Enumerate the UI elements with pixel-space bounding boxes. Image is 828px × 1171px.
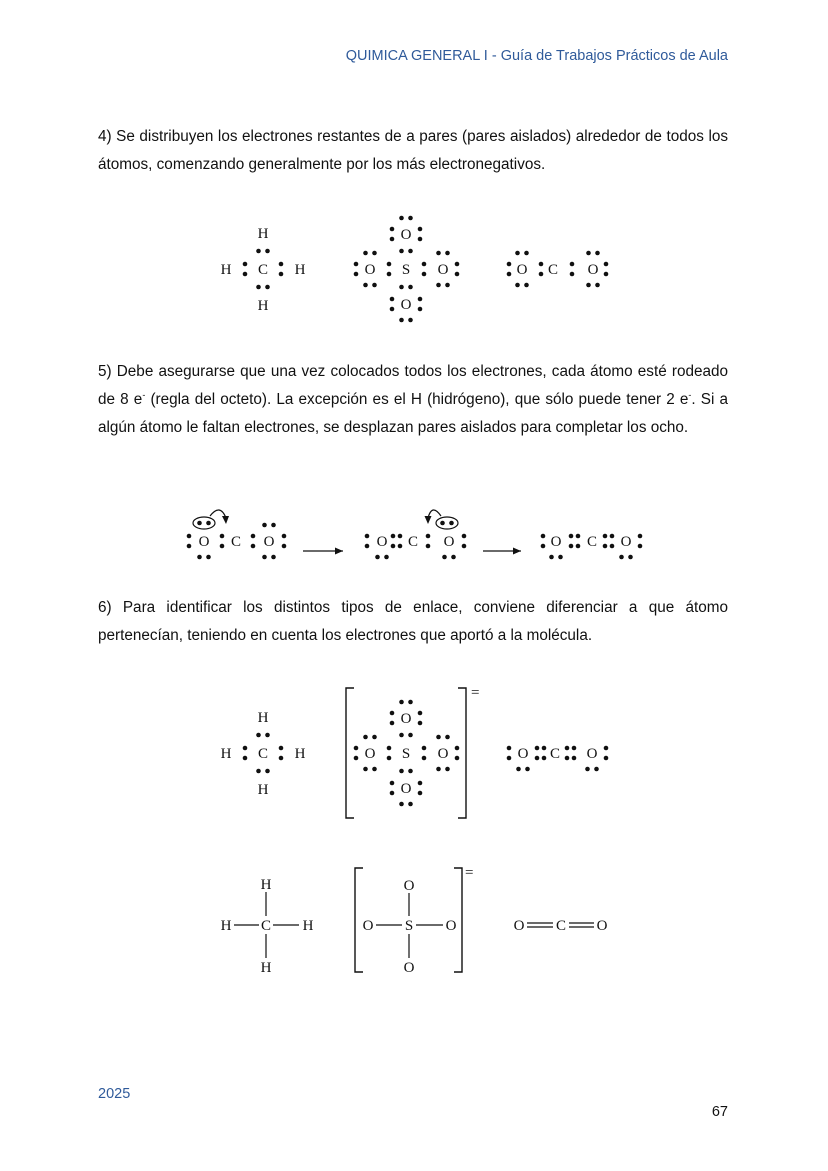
atom-label: O	[517, 746, 529, 762]
electron-dot	[638, 534, 643, 539]
atom-label: S	[401, 746, 411, 762]
atom-label: H	[257, 298, 269, 314]
electron-dot	[455, 746, 460, 751]
electron-dot	[418, 711, 423, 716]
atom-label: C	[407, 534, 419, 550]
electron-dot	[243, 756, 248, 761]
co2-stage-1	[187, 510, 287, 559]
electron-dot	[408, 318, 413, 323]
ion-charge: =	[471, 685, 480, 701]
electron-dot	[390, 237, 395, 242]
atom-label: H	[257, 226, 269, 242]
co2-stage-3	[541, 534, 643, 560]
electron-dot	[243, 262, 248, 267]
electron-dot	[422, 746, 427, 751]
bracket-left	[346, 688, 354, 818]
so4-lewis	[354, 216, 460, 323]
electron-dot	[442, 555, 447, 560]
electron-dot	[436, 283, 441, 288]
electron-dot	[535, 746, 540, 751]
electron-dot	[539, 262, 544, 267]
atom-label: O	[400, 711, 412, 727]
atom-label: O	[513, 918, 525, 934]
electron-dot	[354, 746, 359, 751]
electron-dot	[418, 781, 423, 786]
electron-dot	[354, 756, 359, 761]
electron-dot	[576, 544, 581, 549]
atom-label: H	[257, 782, 269, 798]
atom-label: O	[198, 534, 210, 550]
electron-dot	[391, 534, 396, 539]
electron-dot	[436, 251, 441, 256]
electron-dot	[541, 544, 546, 549]
electron-dot	[390, 307, 395, 312]
electron-dot	[390, 791, 395, 796]
electron-dot	[445, 735, 450, 740]
co2-structural	[514, 918, 608, 934]
electron-dot	[279, 746, 284, 751]
electron-dot	[251, 544, 256, 549]
electron-dot	[418, 297, 423, 302]
atom-label: O	[445, 918, 457, 934]
electron-dot	[220, 544, 225, 549]
electron-dot	[436, 735, 441, 740]
atom-label: H	[294, 262, 306, 278]
electron-dot	[418, 227, 423, 232]
electron-dot	[603, 534, 608, 539]
electron-dot	[436, 767, 441, 772]
electron-dot	[197, 555, 202, 560]
electron-dot	[604, 746, 609, 751]
paragraph-step-4: 4) Se distribuyen los electrones restantes de a pares (pares aislados) alrededor de todos los átomos, comenzando generalmente por los más electronegativos.	[98, 128, 728, 173]
electron-dot	[440, 521, 445, 526]
electron-dot	[569, 534, 574, 539]
electron-dot	[549, 555, 554, 560]
electron-dot	[265, 733, 270, 738]
so4-lewis	[346, 685, 479, 818]
atom-label: O	[586, 746, 598, 762]
electron-dot	[595, 283, 600, 288]
electron-dot	[565, 756, 570, 761]
electron-dot	[243, 746, 248, 751]
electron-dot	[418, 237, 423, 242]
electron-dot	[570, 262, 575, 267]
electron-dot	[572, 756, 577, 761]
electron-dot	[604, 272, 609, 277]
atom-label: H	[220, 262, 232, 278]
electron-dot	[507, 746, 512, 751]
electron-dot	[604, 262, 609, 267]
electron-dot	[354, 262, 359, 267]
electron-dot	[462, 544, 467, 549]
paragraph-step-6: 6) Para identificar los distintos tipos de enlace, conviene diferenciar a que átomo pertenecían, teniendo en cuenta los electrones que aportó a la molécula.	[98, 599, 728, 644]
electron-dot	[541, 534, 546, 539]
atom-label: O	[403, 960, 415, 976]
electron-dot	[256, 249, 261, 254]
atom-label: O	[400, 227, 412, 243]
electron-dot	[628, 555, 633, 560]
electron-dot	[279, 272, 284, 277]
electron-dot	[445, 283, 450, 288]
lone-pair-circle	[193, 517, 215, 529]
electron-dot	[365, 534, 370, 539]
atom-label: O	[403, 878, 415, 894]
electron-dot	[372, 251, 377, 256]
electron-dot	[610, 534, 615, 539]
atom-label: S	[404, 918, 414, 934]
electron-dot	[542, 746, 547, 751]
atom-label: C	[555, 918, 567, 934]
electron-dot	[399, 769, 404, 774]
electron-dot	[387, 262, 392, 267]
page-number: 67	[711, 1104, 728, 1120]
electron-dot	[516, 767, 521, 772]
ch4-structural	[221, 877, 314, 976]
electron-dot	[271, 555, 276, 560]
atom-label: O	[364, 746, 376, 762]
electron-dot	[507, 756, 512, 761]
electron-dot	[408, 769, 413, 774]
atom-label: C	[260, 918, 272, 934]
atom-label: O	[437, 262, 449, 278]
electron-dot	[525, 767, 530, 772]
atom-label: H	[257, 710, 269, 726]
electron-dot	[375, 555, 380, 560]
atom-label: S	[401, 262, 411, 278]
electron-dot	[610, 544, 615, 549]
electron-dot	[265, 769, 270, 774]
atom-label: C	[257, 746, 269, 762]
arrow-head	[425, 516, 432, 524]
electron-dot	[507, 262, 512, 267]
atom-label: O	[550, 534, 562, 550]
electron-dot	[363, 251, 368, 256]
electron-dot	[426, 544, 431, 549]
electron-dot	[422, 262, 427, 267]
atom-label: O	[587, 262, 599, 278]
atom-label: H	[302, 918, 314, 934]
electron-dot	[462, 534, 467, 539]
atom-label: C	[549, 746, 561, 762]
atom-label: O	[620, 534, 632, 550]
co2-lewis-single	[507, 251, 609, 288]
reaction-arrow-1	[303, 548, 343, 555]
ch4-lewis	[221, 226, 306, 314]
electron-dot	[387, 756, 392, 761]
electron-dot	[271, 523, 276, 528]
superscript: -	[142, 389, 146, 400]
electron-dot	[206, 521, 211, 526]
electron-dot	[524, 251, 529, 256]
arrow-head	[222, 516, 229, 524]
electron-dot	[206, 555, 211, 560]
electron-dot	[569, 544, 574, 549]
electron-dot	[399, 318, 404, 323]
electron-dot	[390, 721, 395, 726]
electron-dot	[539, 272, 544, 277]
atom-label: O	[516, 262, 528, 278]
atom-label: C	[547, 262, 559, 278]
electron-dot	[220, 534, 225, 539]
electron-dot	[451, 555, 456, 560]
electron-dot	[594, 767, 599, 772]
atom-label: H	[260, 960, 272, 976]
electron-dot	[398, 534, 403, 539]
arrow-head	[335, 548, 343, 555]
electron-dot	[282, 544, 287, 549]
electron-dot	[408, 733, 413, 738]
superscript: -	[688, 389, 692, 400]
ch4-lewis	[221, 710, 306, 798]
atom-label: O	[364, 262, 376, 278]
electron-dot	[408, 700, 413, 705]
atom-label: H	[220, 746, 232, 762]
electron-dot	[372, 735, 377, 740]
electron-dot	[399, 802, 404, 807]
electron-dot	[542, 756, 547, 761]
atom-label: H	[294, 746, 306, 762]
electron-dot	[558, 555, 563, 560]
electron-dot	[572, 746, 577, 751]
electron-dot	[565, 746, 570, 751]
electron-dot	[279, 756, 284, 761]
electron-dot	[187, 544, 192, 549]
atom-label: O	[376, 534, 388, 550]
electron-dot	[418, 721, 423, 726]
electron-dot	[399, 733, 404, 738]
electron-dot	[387, 272, 392, 277]
electron-dot	[363, 283, 368, 288]
lone-pair-circle	[436, 517, 458, 529]
electron-dot	[515, 251, 520, 256]
electron-dot	[619, 555, 624, 560]
text-segment: 5) Debe asegurarse que una vez colocados todos los electrones, cada átomo esté rodeado de 8 e	[98, 363, 728, 408]
electron-dot	[455, 262, 460, 267]
ion-charge: =	[465, 865, 474, 881]
co2-stage-2	[365, 510, 467, 559]
atom-label: C	[586, 534, 598, 550]
electron-dot	[390, 781, 395, 786]
arrow-head	[513, 548, 521, 555]
electron-dot	[399, 700, 404, 705]
atom-label: O	[400, 297, 412, 313]
electron-dot	[408, 285, 413, 290]
atom-label: O	[596, 918, 608, 934]
electron-dot	[354, 272, 359, 277]
so4-structural	[355, 865, 473, 976]
electron-dot	[524, 283, 529, 288]
electron-dot	[282, 534, 287, 539]
electron-dot	[399, 216, 404, 221]
atom-label: C	[230, 534, 242, 550]
reaction-arrow-2	[483, 548, 521, 555]
electron-dot	[390, 711, 395, 716]
electron-dot	[391, 544, 396, 549]
electron-dot	[187, 534, 192, 539]
electron-dot	[262, 523, 267, 528]
electron-dot	[256, 285, 261, 290]
electron-dot	[455, 272, 460, 277]
electron-dot	[422, 756, 427, 761]
electron-dot	[262, 555, 267, 560]
electron-dot	[570, 272, 575, 277]
electron-dot	[384, 555, 389, 560]
electron-dot	[576, 534, 581, 539]
co2-lewis-double	[507, 746, 609, 772]
atom-label: O	[263, 534, 275, 550]
electron-dot	[586, 283, 591, 288]
electron-dot	[535, 756, 540, 761]
atom-label: O	[362, 918, 374, 934]
electron-dot	[279, 262, 284, 267]
electron-dot	[243, 272, 248, 277]
electron-dot	[372, 283, 377, 288]
electron-dot	[390, 227, 395, 232]
electron-dot	[638, 544, 643, 549]
electron-dot	[515, 283, 520, 288]
bracket-right	[458, 688, 466, 818]
electron-dot	[365, 544, 370, 549]
electron-dot	[445, 251, 450, 256]
atom-label: C	[257, 262, 269, 278]
electron-dot	[408, 802, 413, 807]
electron-dot	[422, 272, 427, 277]
page-header: QUIMICA GENERAL I - Guía de Trabajos Prácticos de Aula	[345, 48, 728, 64]
electron-dot	[251, 534, 256, 539]
electron-dot	[372, 767, 377, 772]
atom-label: O	[443, 534, 455, 550]
electron-dot	[256, 769, 261, 774]
electron-dot	[586, 251, 591, 256]
atom-label: O	[400, 781, 412, 797]
electron-dot	[408, 216, 413, 221]
electron-dot	[408, 249, 413, 254]
electron-dot	[455, 756, 460, 761]
atom-label: O	[437, 746, 449, 762]
electron-dot	[603, 544, 608, 549]
electron-dot	[445, 767, 450, 772]
electron-dot	[256, 733, 261, 738]
electron-dot	[604, 756, 609, 761]
electron-dot	[387, 746, 392, 751]
text-segment: . Si a algún átomo le faltan electrones, se desplazan pares aislados para completar los ocho.	[98, 391, 729, 436]
atom-label: H	[220, 918, 232, 934]
electron-dot	[507, 272, 512, 277]
footer-year: 2025	[98, 1086, 131, 1102]
electron-dot	[426, 534, 431, 539]
electron-dot	[398, 544, 403, 549]
electron-dot	[399, 285, 404, 290]
electron-dot	[390, 297, 395, 302]
text-segment: (regla del octeto). La excepción es el H (hidrógeno), que sólo puede tener 2 e	[145, 391, 689, 408]
atom-label: H	[260, 877, 272, 893]
electron-dot	[449, 521, 454, 526]
electron-dot	[265, 249, 270, 254]
electron-dot	[197, 521, 202, 526]
electron-dot	[418, 791, 423, 796]
electron-dot	[595, 251, 600, 256]
electron-dot	[265, 285, 270, 290]
electron-dot	[585, 767, 590, 772]
electron-dot	[418, 307, 423, 312]
electron-dot	[399, 249, 404, 254]
electron-dot	[363, 735, 368, 740]
electron-dot	[363, 767, 368, 772]
